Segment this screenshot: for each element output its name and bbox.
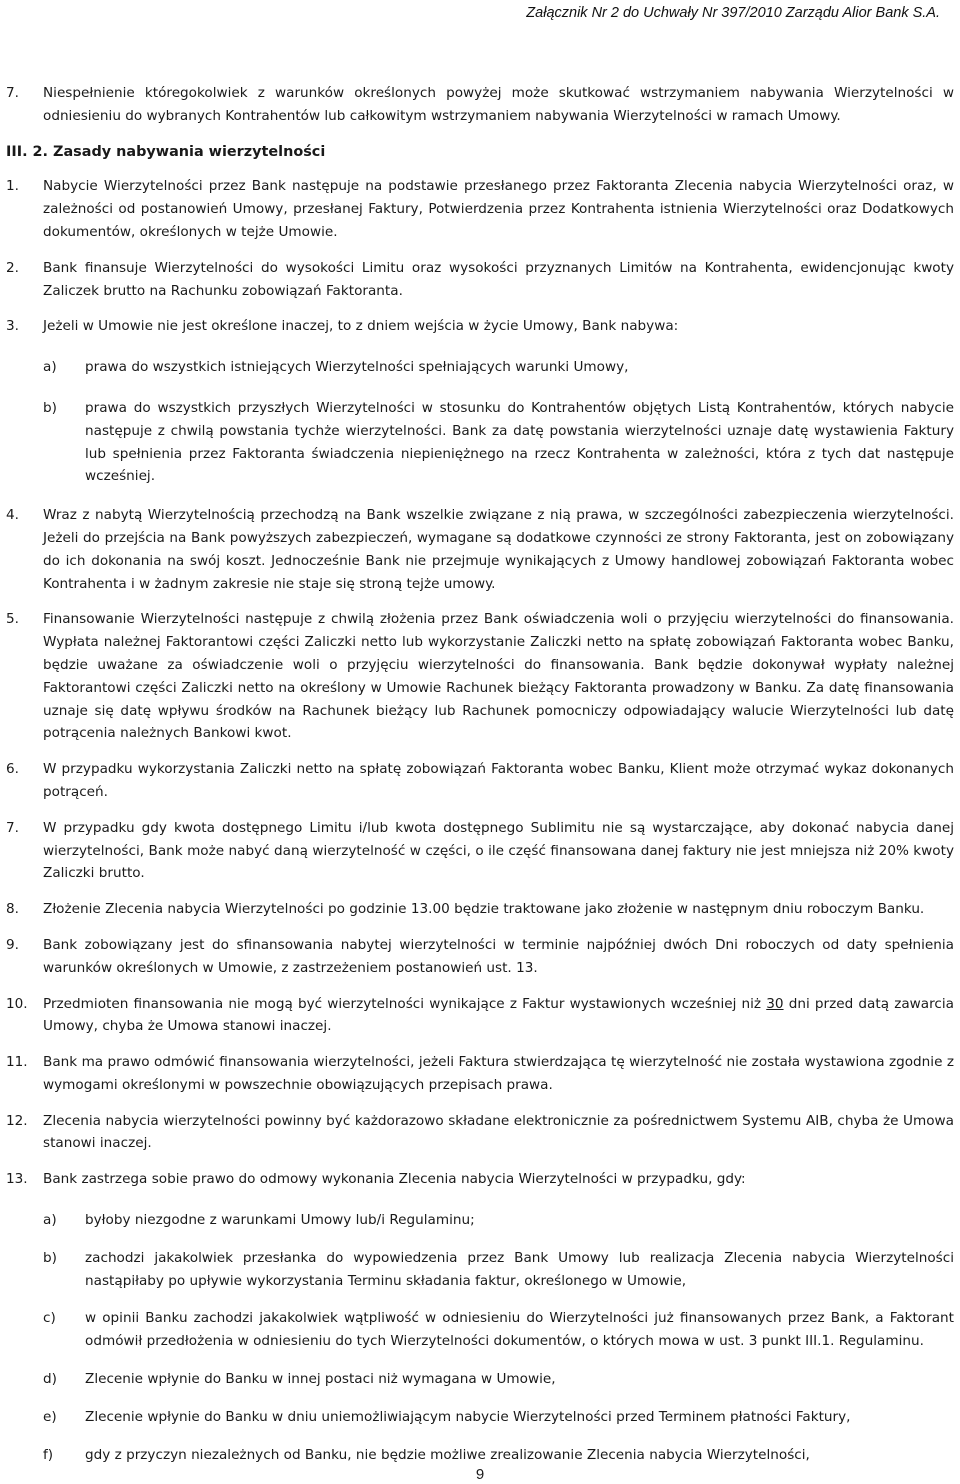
document-header: Załącznik Nr 2 do Uchwały Nr 397/2010 Zarządu Alior Bank S.A. [526, 5, 940, 21]
paragraph-13f [6, 1444, 954, 1467]
item-label: f) [43, 1446, 54, 1463]
paragraph-text: Bank finansuje Wierzytelności do wysokości Limitu oraz wysokości przyznanych Limitów na Kontrahenta, ewidencjonując kwoty Zaliczek brutto na Rachunku zobowiązań Faktoranta. [43, 259, 954, 299]
item-text: prawa do wszystkich istniejących Wierzytelności spełniających warunki Umowy, [85, 359, 629, 376]
paragraph-4 [6, 504, 954, 595]
item-text: zachodzi jakakolwiek przesłanka do wypowiedzenia przez Bank Umowy lub realizacja Zlecenia nabycia Wierzytelności nastąpiłaby po upływie wykorzystania Terminu składania faktur, określonego w Umowie, [85, 1249, 954, 1289]
paragraph-13e [6, 1406, 954, 1429]
paragraph-text: Bank zastrzega sobie prawo do odmowy wykonania Zlecenia nabycia Wierzytelności w przypadku, gdy: [43, 1171, 746, 1188]
paragraph-number: 2. [6, 259, 19, 276]
paragraph-number: 11. [6, 1054, 28, 1071]
paragraph-6 [6, 758, 954, 804]
paragraph-13d [6, 1368, 954, 1391]
paragraph-text: Bank ma prawo odmówić finansowania wierzytelności, jeżeli Faktura stwierdzająca tę wierzytelność nie została wystawiona zgodnie z wymogami określonymi w powszechnie obowiązujących przepisach prawa. [43, 1054, 954, 1093]
paragraph-text: W przypadku gdy kwota dostępnego Limitu i/lub kwota dostępnego Sublimitu nie są wystarczające, aby dokonać nabycia danej wierzytelności, Bank może nabyć daną wierzytelność w części, o ile część finansowana danej faktury nie jest mniejsza niż 20% kwoty Zaliczki brutto. [43, 819, 954, 882]
paragraph-number: 6. [6, 761, 19, 778]
paragraph-7 [6, 817, 954, 885]
paragraph-text: Finansowanie Wierzytelności następuje z chwilą złożenia przez Bank oświadczenia woli o przyjęciu wierzytelności do finansowania. Wypłata należnej Faktorantowi części Zaliczki netto lub wykorzystanie Zaliczki netto na spłatę zobowiązań Faktoranta wobec Banku, będzie uważane za oświadczenie woli o przyjęciu wierzytelności do finansowania. Bank będzie dokonywał wypłaty należnej Faktorantowi części Zaliczki netto na określony w Umowie Rachunek bieżący Faktoranta prowadzony w Banku. Za datę finansowania uznaje się datę wpływu środków na Rachunek bieżący lub Rachunek pomocniczy odpowiadający walucie Wierzytelności lub datę potrącenia należnych Bankowi kwot. [43, 611, 954, 742]
item-text: Zlecenie wpłynie do Banku w innej postaci niż wymagana w Umowie, [85, 1371, 556, 1388]
paragraph-text: Niespełnienie któregokolwiek z warunków określonych powyżej może skutkować wstrzymaniem nabywania Wierzytelności w odniesieniu do wybranych Kontrahentów lub całkowitym wstrzymaniem nabywania Wierzytelności w ramach Umowy. [43, 85, 954, 124]
paragraph-intro-7 [6, 82, 954, 128]
paragraph-9 [6, 934, 954, 980]
item-label: a) [43, 1212, 57, 1229]
paragraph-text [43, 993, 954, 1039]
item-label: b) [43, 399, 57, 416]
paragraph-8 [6, 898, 954, 921]
paragraph-1 [6, 175, 954, 243]
paragraph-text: Wraz z nabytą Wierzytelnością przechodzą na Bank wszelkie związane z nią prawa, w szczególności zabezpieczenia wierzytelności. Jeżeli do przejścia na Bank powyższych zabezpieczeń, wymagane są dodatkowe czynności ze strony Faktoranta, jest on zobowiązany do ich dokonania na swój koszt. Jednocześnie Bank nie przejmuje wynikających z Umowy handlowej zobowiązań Faktoranta wobec Kontrahenta i w żadnym zakresie nie staje się stroną tejże umowy. [43, 507, 954, 592]
paragraph-text: Złożenie Zlecenia nabycia Wierzytelności po godzinie 13.00 będzie traktowane jako złożenie w następnym dniu roboczym Banku. [43, 901, 925, 918]
item-text: Zlecenie wpłynie do Banku w dniu uniemożliwiającym nabycie Wierzytelności przed Terminem płatności Faktury, [85, 1408, 851, 1425]
underlined-days-value: 30 [766, 995, 784, 1012]
item-label: b) [43, 1249, 57, 1266]
paragraph-11 [6, 1051, 954, 1097]
paragraph-3b [6, 397, 954, 488]
paragraph-number: 3. [6, 318, 19, 335]
item-label: c) [43, 1310, 56, 1327]
paragraph-text-after: dni przed datą zawarcia Umowy, chyba że Umowa stanowi inaczej. [43, 995, 954, 1035]
paragraph-5 [6, 608, 954, 745]
paragraph-13 [6, 1168, 954, 1191]
item-text: prawa do wszystkich przyszłych Wierzytelności w stosunku do Kontrahentów objętych Listą Kontrahentów, których nabycie następuje z chwilą powstania tychże wierzytelności. Bank za datę powstania wierzytelności uznaje datę wystawienia Faktury lub spełnienia przez Faktoranta świadczenia niepieniężnego na rzecz Kontrahenta w zależności, która z tych dat następuje wcześniej. [85, 399, 954, 485]
paragraph-text-before: Przedmioten finansowania nie mogą być wierzytelności wynikające z Faktur wystawionych wcześniej niż [43, 995, 767, 1012]
paragraph-number: 4. [6, 507, 19, 524]
paragraph-number: 7. [6, 819, 19, 836]
paragraph-number: 1. [6, 178, 19, 195]
paragraph-13b [6, 1247, 954, 1293]
paragraph-text: Nabycie Wierzytelności przez Bank następuje na podstawie przesłanego przez Faktoranta Zlecenia nabycia Wierzytelności oraz, w zależności od postanowień Umowy, przesłanej Faktury, Potwierdzenia przez Kontrahenta istnienia Wierzytelności oraz Dodatkowych dokumentów, określonych w tejże Umowie. [43, 178, 954, 240]
paragraph-number: 7. [6, 85, 19, 101]
item-text: byłoby niezgodne z warunkami Umowy lub/i Regulaminu; [85, 1212, 475, 1229]
paragraph-10 [6, 993, 954, 1039]
page-number: 9 [475, 1466, 485, 1483]
item-text: gdy z przyczyn niezależnych od Banku, nie będzie możliwe zrealizowanie Zlecenia nabycia Wierzytelności, [85, 1446, 810, 1463]
section-heading: III. 2. Zasady nabywania wierzytelności [6, 143, 326, 160]
paragraph-3 [6, 315, 954, 338]
item-label: e) [43, 1408, 57, 1425]
item-label: a) [43, 359, 57, 376]
paragraph-number: 9. [6, 936, 19, 953]
paragraph-12 [6, 1110, 954, 1156]
paragraph-text: Zlecenia nabycia wierzytelności powinny być każdorazowo składane elektronicznie za pośrednictwem Systemu AIB, chyba że Umowa stanowi inaczej. [43, 1112, 954, 1152]
paragraph-number: 12. [6, 1112, 28, 1129]
paragraph-text: W przypadku wykorzystania Zaliczki netto na spłatę zobowiązań Faktoranta wobec Banku, Klient może otrzymać wykaz dokonanych potrąceń. [43, 761, 954, 800]
paragraph-number: 5. [6, 611, 19, 628]
document-body [6, 82, 954, 1466]
paragraph-number: 8. [6, 901, 19, 918]
item-label: d) [43, 1371, 57, 1388]
paragraph-13c [6, 1307, 954, 1353]
paragraph-number: 10. [6, 995, 28, 1012]
paragraph-text: Jeżeli w Umowie nie jest określone inaczej, to z dniem wejścia w życie Umowy, Bank nabywa: [43, 318, 679, 335]
paragraph-13a [6, 1209, 954, 1232]
paragraph-2 [6, 257, 954, 303]
paragraph-number: 13. [6, 1171, 28, 1188]
paragraph-3a [6, 356, 954, 379]
item-text: w opinii Banku zachodzi jakakolwiek wątpliwość w odniesieniu do Wierzytelności już finansowanych przez Bank, a Faktorant odmówił przedłożenia w odniesieniu do tych Wierzytelności dokumentów, o których mowa w ust. 3 punkt III.1. Regulaminu. [85, 1310, 954, 1350]
paragraph-text: Bank zobowiązany jest do sfinansowania nabytej wierzytelności w terminie najpóźniej dwóch Dni roboczych od daty spełnienia warunków określonych w Umowie, z zastrzeżeniem postanowień ust. 13. [43, 936, 954, 976]
